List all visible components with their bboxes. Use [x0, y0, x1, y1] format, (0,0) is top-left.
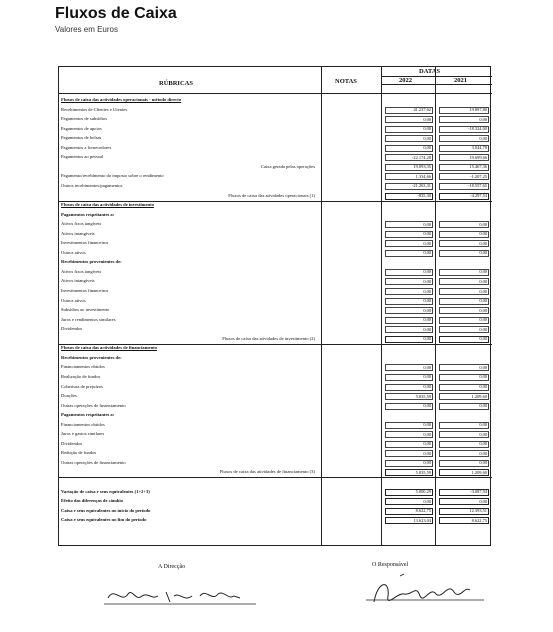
signature-direccao: [100, 582, 260, 612]
subtotal-label: Fluxos de caixa das atividades operacionais (1): [228, 192, 315, 198]
row-label: Dividendos: [61, 326, 83, 332]
row-label: Ativos intangíveis: [61, 278, 95, 284]
value-2022: 0,00: [423, 221, 431, 227]
header-year-2021: 2021: [454, 77, 467, 84]
value-2021: 0,00: [479, 384, 487, 389]
value-2021: 15.467,36: [469, 164, 487, 170]
value-2021: 19.887,80: [469, 107, 487, 113]
row-label: Ativos intangíveis: [61, 230, 95, 236]
value-2022: 0,00: [423, 422, 431, 428]
header-datas: DATAS: [419, 68, 441, 75]
value-2022: 0,00: [423, 460, 431, 466]
value-2022: 5.835,59: [415, 469, 431, 475]
row-label: Pagamentos de apoios: [61, 125, 102, 131]
row-label: Recebimentos de Clientes e Utentes: [61, 106, 128, 112]
row-label: Caixa e seus equivalentes no início do período: [61, 507, 151, 513]
value-2021: 19.699,66: [469, 154, 487, 160]
value-2021: 0,00: [479, 374, 487, 380]
value-2022: 0,00: [423, 288, 431, 294]
value-2022: 0,00: [423, 450, 431, 456]
value-2022: 0,00: [423, 364, 431, 370]
value-2022: 0,00: [423, 431, 431, 437]
row-label: Outros recebimentos/pagamentos: [61, 182, 123, 188]
row-label: Pagamentos a fornecedores: [61, 144, 112, 150]
row-label: Cobertura de prejuízos: [61, 383, 103, 389]
signature-label-responsavel: O Responsável: [372, 562, 409, 568]
value-2021: 0,00: [479, 317, 487, 323]
value-2021: 0,00: [479, 250, 487, 256]
value-2022: -835,30: [417, 193, 431, 198]
value-2021: -4.297,54: [470, 193, 487, 198]
value-2022: -21.263,31: [411, 183, 431, 189]
value-2021: 0,00: [479, 431, 487, 437]
value-2022: 0,00: [423, 298, 431, 304]
row-label: Pagamentos de bolsas: [61, 135, 102, 141]
value-2021: 0,00: [479, 460, 487, 466]
value-2022: 0,00: [423, 326, 431, 332]
value-2022: 19.093,35: [413, 164, 431, 170]
header-year-2022: 2022: [399, 77, 412, 84]
subtotal-label: Caixa gerada pelas operações: [260, 163, 315, 169]
row-label: Investimentos financeiros: [61, 240, 109, 246]
value-2021: 1.209,60: [471, 469, 487, 475]
row-label: Subsídios ao investimento: [61, 307, 110, 313]
cash-flow-table: [58, 66, 491, 546]
value-2021: 0,00: [479, 422, 487, 428]
value-2022: 0,00: [423, 317, 431, 323]
value-2022: 0,00: [423, 269, 431, 275]
row-label: Juros e rendimentos similares: [61, 316, 116, 322]
value-2022: 0,00: [423, 403, 431, 409]
value-2021: 0,00: [479, 307, 487, 313]
value-2022: 0,00: [423, 135, 431, 141]
value-2022: 0,00: [423, 250, 431, 256]
row-label: Financiamentos obtidos: [61, 364, 105, 370]
divider-y1: [381, 67, 382, 545]
value-2021: 1.209,60: [471, 393, 487, 399]
row-label: Doações: [61, 393, 77, 399]
subsection-heading: Pagamentos respeitantes a:: [61, 211, 115, 217]
value-2022: 1.334,66: [415, 173, 431, 179]
row-label: Caixa e seus equivalentes no fim do período: [61, 517, 147, 523]
header-line-years: [381, 84, 492, 85]
section-heading: Fluxos de caixa das actividades de investimento: [61, 202, 154, 208]
value-2021: 0,00: [479, 364, 487, 370]
value-2022: 8.622,75: [415, 508, 431, 514]
row-label: Outras operações de financiamento: [61, 402, 126, 408]
value-2022: 0,00: [423, 384, 431, 389]
value-2021: 0,00: [479, 278, 487, 284]
value-2021: 0,00: [479, 498, 487, 504]
header-line-datas: [381, 76, 492, 77]
row-label: Investimentos financeiros: [61, 288, 109, 293]
value-2021: 0,00: [479, 116, 487, 122]
subsection-heading: Recebimentos provenientes de:: [61, 259, 122, 265]
value-2021: 0,00: [479, 441, 487, 447]
value-2022: 5.835,59: [415, 393, 431, 399]
subtotal-label: Fluxos de caixa das atividades de investimento (2): [222, 335, 315, 341]
value-2022: 0,00: [423, 336, 431, 342]
signature-responsavel: [360, 572, 490, 614]
value-2021: 0,00: [479, 403, 487, 409]
value-2022: 5.000,29: [415, 489, 431, 495]
divider-notas: [321, 67, 322, 545]
subsection-heading: Pagamentos respeitantes a:: [61, 412, 115, 418]
value-2021: -1.207,25: [470, 173, 487, 179]
value-2021: 0,00: [479, 240, 487, 246]
value-2022: 0,00: [423, 240, 431, 246]
value-2021: 0,00: [479, 135, 487, 141]
signature-label-direccao: A Direcção: [158, 564, 186, 570]
row-label: Pagamentos de subsídios: [61, 116, 107, 122]
value-2021: 0,00: [479, 326, 487, 332]
row-label: Variação de caixa e seus equivalentes (1+2+3): [61, 488, 150, 494]
value-2022: 41.237,62: [413, 107, 431, 113]
row-label: Pagamentos ao pessoal: [61, 154, 104, 160]
value-2021: 0,00: [479, 288, 487, 294]
section-heading: Fluxos de caixa das actividades operacionais - método directo: [61, 97, 182, 102]
row-label: Ativos fixos tangíveis: [61, 221, 102, 227]
value-2021: 3.044,78: [471, 145, 487, 151]
row-label: Outros ativos: [61, 297, 86, 303]
value-2021: 0,00: [479, 269, 487, 275]
value-2021: 0,00: [479, 450, 487, 456]
value-2022: 0,00: [423, 116, 431, 122]
value-2021: 8.622,75: [471, 517, 487, 523]
value-2021: -18.324,00: [467, 126, 487, 132]
subsection-heading: Recebimentos provenientes de:: [61, 354, 122, 360]
value-2022: 0,00: [423, 145, 431, 151]
value-2022: 13.623,04: [413, 517, 431, 523]
row-label: Outros ativos: [61, 249, 86, 255]
value-2022: 0,00: [423, 374, 431, 380]
value-2021: -3.087,94: [470, 489, 487, 495]
value-2021: 0,00: [479, 231, 487, 237]
page-title: Fluxos de Caixa: [55, 5, 177, 22]
header-notas: NOTAS: [335, 78, 357, 85]
row-label: Realização de fundos: [61, 373, 101, 379]
value-2022: 0,00: [423, 231, 431, 237]
divider-y2: [435, 67, 436, 545]
row-label: Dividendos: [61, 440, 83, 446]
value-2021: 0,00: [479, 298, 487, 304]
row-label: Redução de fundos: [61, 450, 97, 456]
value-2022: 0,00: [423, 278, 431, 284]
header-rubricas: RÚBRICAS: [159, 80, 193, 87]
value-2022: -22.174,28: [411, 154, 431, 160]
value-2021: -18.557,65: [467, 183, 487, 189]
row-label: Ativos fixos tangíveis: [61, 268, 102, 274]
row-label: Outras operações de financiamento: [61, 459, 126, 465]
header-line-bottom: [59, 93, 492, 94]
value-2022: 0,00: [423, 307, 431, 313]
value-2022: 0,00: [423, 498, 431, 504]
subtotal-label: Fluxos de caixa das atividades de financiamento (3): [219, 469, 315, 475]
value-2022: 0,00: [423, 441, 431, 447]
value-2021: 0,00: [479, 221, 487, 227]
row-label: Efeito das diferenças de câmbio: [61, 498, 123, 504]
value-2021: 12.393,51: [469, 508, 487, 514]
row-label: Juros e gastos similares: [61, 431, 105, 437]
section-divider: [59, 477, 492, 478]
value-2022: 0,00: [423, 126, 431, 132]
row-label: Pagamento/recebimento do imposto sobre o rendimento: [61, 173, 164, 179]
value-2021: 0,00: [479, 336, 487, 342]
section-heading: Fluxos de caixa das actividades de financiamento: [61, 345, 157, 351]
page-subtitle: Valores em Euros: [55, 25, 118, 34]
row-label: Financiamentos obtidos: [61, 421, 105, 427]
